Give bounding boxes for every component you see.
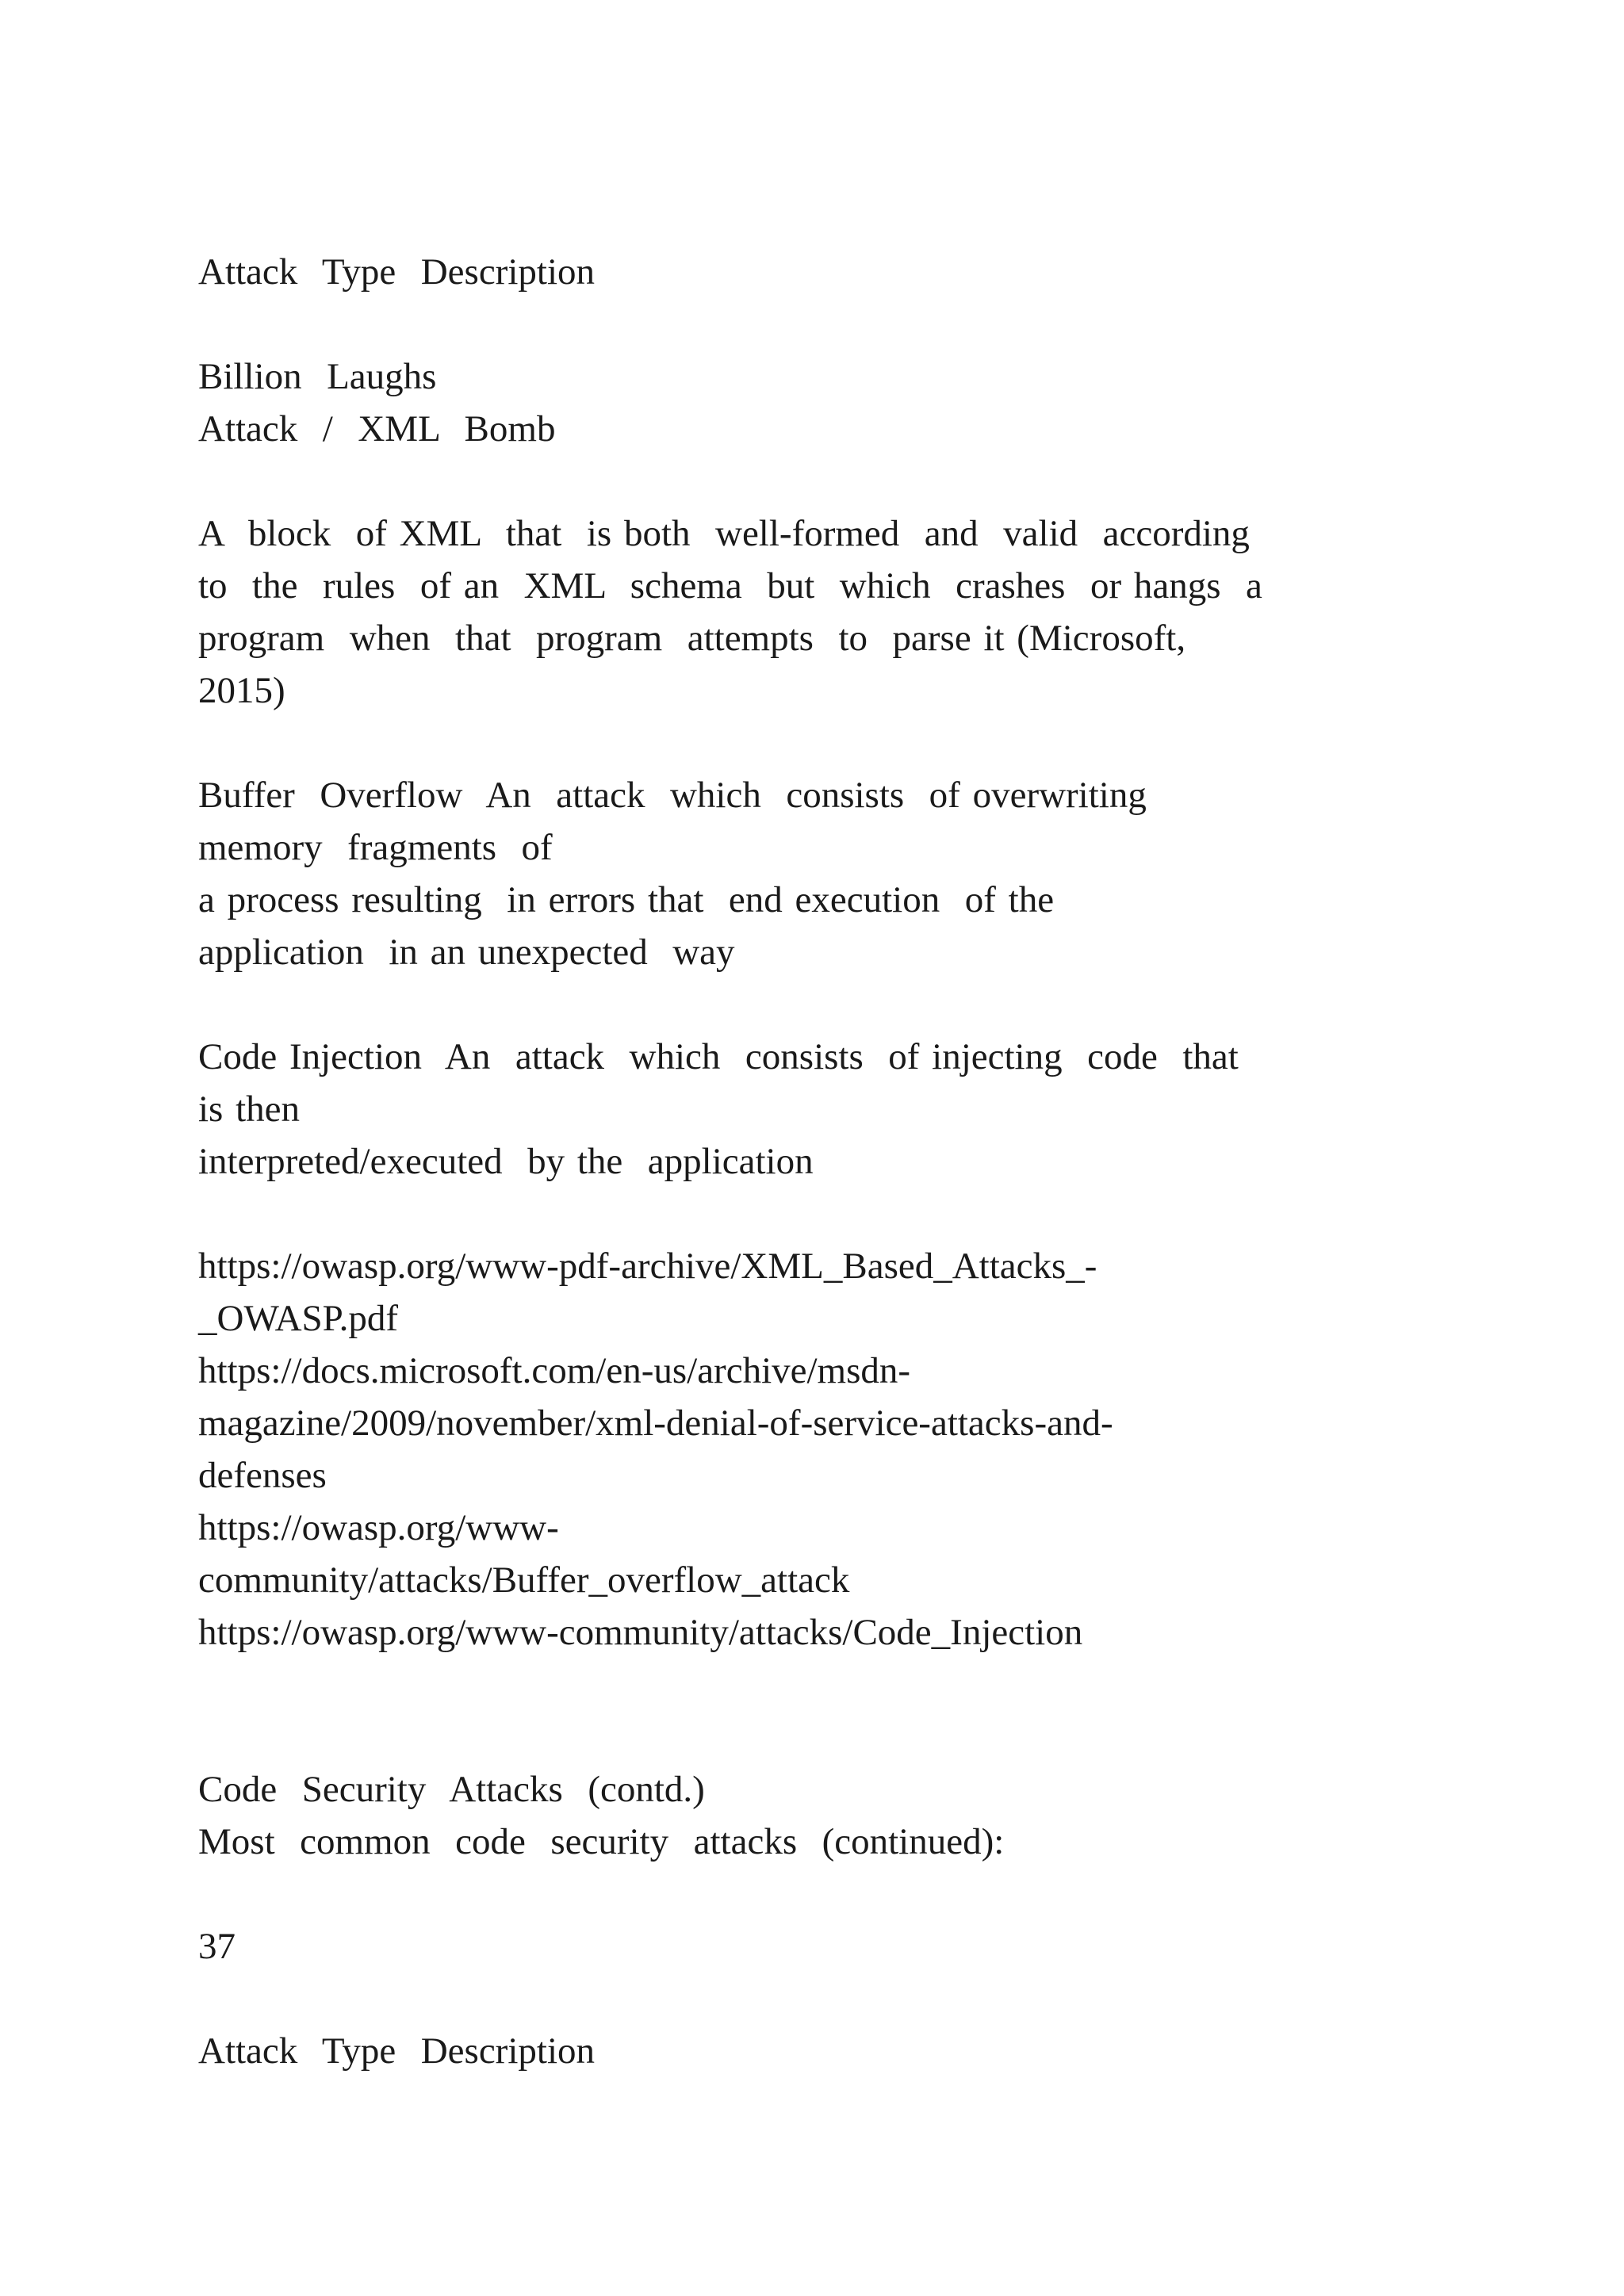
section-title: Code Security Attacks (contd.) <box>198 1769 705 1810</box>
section-subtitle: Most common code security attacks (continued): <box>198 1821 1005 1862</box>
attack-type-xml-bomb: Attack / XML Bomb <box>198 408 556 450</box>
code-injection-line: Code Injection An attack which consists of injecting code that <box>198 1036 1239 1077</box>
buffer-overflow-line: memory fragments of <box>198 827 553 868</box>
reference-link[interactable]: defenses <box>198 1455 327 1496</box>
code-injection-line: interpreted/executed by the application <box>198 1141 814 1182</box>
reference-link[interactable]: _OWASP.pdf <box>198 1298 399 1339</box>
reference-link[interactable]: magazine/2009/november/xml-denial-of-service-attacks-and- <box>198 1402 1113 1444</box>
attack-type-billion-laughs: Billion Laughs <box>198 356 437 397</box>
xml-bomb-description-line: to the rules of an XML schema but which crashes or hangs a <box>198 565 1262 607</box>
buffer-overflow-line: Buffer Overflow An attack which consists of overwriting <box>198 775 1147 816</box>
reference-link[interactable]: https://docs.microsoft.com/en-us/archive/msdn- <box>198 1350 911 1391</box>
table-header: Attack Type Description <box>198 2030 595 2072</box>
table-header: Attack Type Description <box>198 251 595 293</box>
page-number: 37 <box>198 1926 236 1967</box>
code-injection-line: is then <box>198 1089 301 1130</box>
document-body <box>198 246 1435 2077</box>
reference-link[interactable]: https://owasp.org/www- <box>198 1507 559 1548</box>
buffer-overflow-line: a process resulting in errors that end execution of the <box>198 879 1055 920</box>
xml-bomb-description-line: A block of XML that is both well-formed and valid according <box>198 513 1250 554</box>
reference-link[interactable]: https://owasp.org/www-pdf-archive/XML_Based_Attacks_- <box>198 1246 1097 1287</box>
reference-link[interactable]: community/attacks/Buffer_overflow_attack <box>198 1559 850 1601</box>
reference-link[interactable]: https://owasp.org/www-community/attacks/Code_Injection <box>198 1612 1083 1653</box>
xml-bomb-description-line: program when that program attempts to parse it (Microsoft, <box>198 618 1186 659</box>
buffer-overflow-line: application in an unexpected way <box>198 932 735 973</box>
xml-bomb-description-line: 2015) <box>198 670 285 711</box>
